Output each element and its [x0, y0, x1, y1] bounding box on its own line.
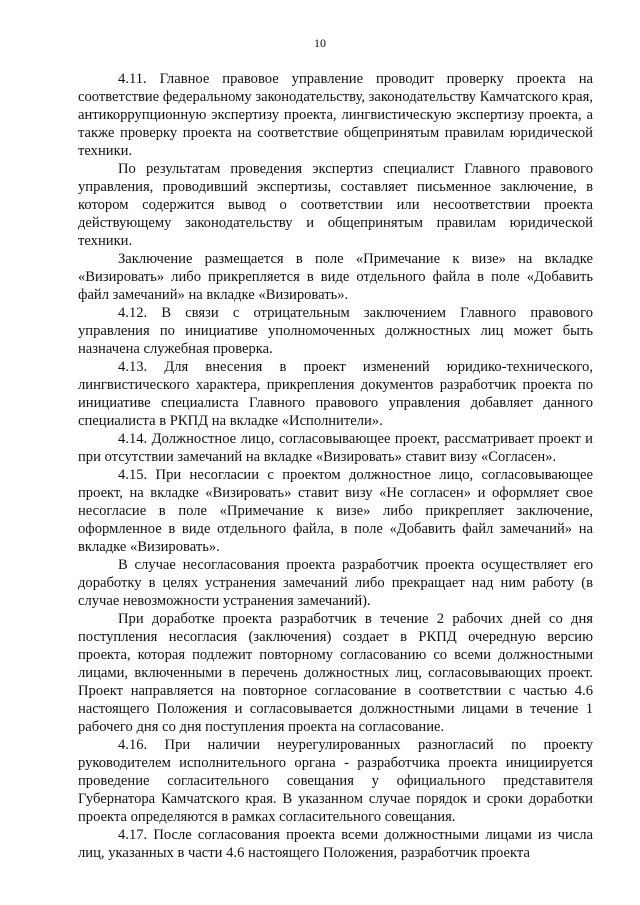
paragraph-4-11: 4.11. Главное правовое управление проводит проверку проекта на соответствие федеральному законодательству, законодательству Камчатского края, антикоррупционную экспертизу проекта, лингвистическую экспертизу проекта, а также проверку проекта на соответствие общепринятым правилам юридической техники. — [78, 71, 593, 159]
document-body — [78, 70, 593, 862]
paragraph-4-12: 4.12. В связи с отрицательным заключением Главного правового управления по инициативе уполномоченных должностных лиц может быть назначена служебная проверка. — [78, 305, 593, 357]
paragraph-expertise-results: По результатам проведения экспертиз специалист Главного правового управления, проводивший экспертизы, составляет письменное заключение, в котором содержится вывод о соответствии или несоответствии проекта действующему законодательству и общепринятым правилам юридической техники. — [78, 161, 593, 249]
paragraph-4-15: 4.15. При несогласии с проектом должностное лицо, согласовывающее проект, на вкладке «Визировать» ставит визу «Не согласен» и оформляет свое несогласие в поле «Примечание к визе» либо прикрепляет заключение, оформленное в виде отдельного файла, в поле «Добавить файл замечаний» на вкладке «Визировать». — [78, 467, 593, 555]
paragraph-4-17: 4.17. После согласования проекта всеми должностными лицами из числа лиц, указанных в части 4.6 настоящего Положения, разработчик проекта — [78, 827, 593, 861]
paragraph-non-approval: В случае несогласования проекта разработчик проекта осуществляет его доработку в целях устранения замечаний либо прекращает над ним работу (в случае невозможности устранения замечаний). — [78, 557, 593, 609]
paragraph-revision: При доработке проекта разработчик в течение 2 рабочих дней со дня поступления несогласия (заключения) создает в РКПД очередную версию проекта, которая подлежит повторному согласованию со всеми должностными лицами, включенными в перечень должностных лиц, согласовывающих проект. Проект направляется на повторное согласование в соответствии с частью 4.6 настоящего Положения и согласовывается должностными лицами в течение 1 рабочего дня со дня поступления проекта на согласование. — [78, 611, 593, 735]
page-number: 10 — [314, 36, 326, 50]
paragraph-conclusion-placement: Заключение размещается в поле «Примечание к визе» на вкладке «Визировать» либо прикрепляется в виде отдельного файла в поле «Добавить файл замечаний» на вкладке «Визировать». — [78, 251, 593, 303]
paragraph-4-13: 4.13. Для внесения в проект изменений юридико-технического, лингвистического характера, прикрепления документов разработчик проекта по инициативе специалиста Главного правового управления добавляет данного специалиста в РКПД на вкладке «Исполнители». — [78, 359, 593, 429]
paragraph-4-16: 4.16. При наличии неурегулированных разногласий по проекту руководителем исполнительного органа - разработчика проекта инициируется проведение согласительного совещания у официального представителя Губернатора Камчатского края. В указанном случае порядок и сроки доработки проекта определяются в рамках согласительного совещания. — [78, 737, 593, 825]
paragraph-4-14: 4.14. Должностное лицо, согласовывающее проект, рассматривает проект и при отсутствии замечаний на вкладке «Визировать» ставит визу «Согласен». — [78, 431, 593, 465]
